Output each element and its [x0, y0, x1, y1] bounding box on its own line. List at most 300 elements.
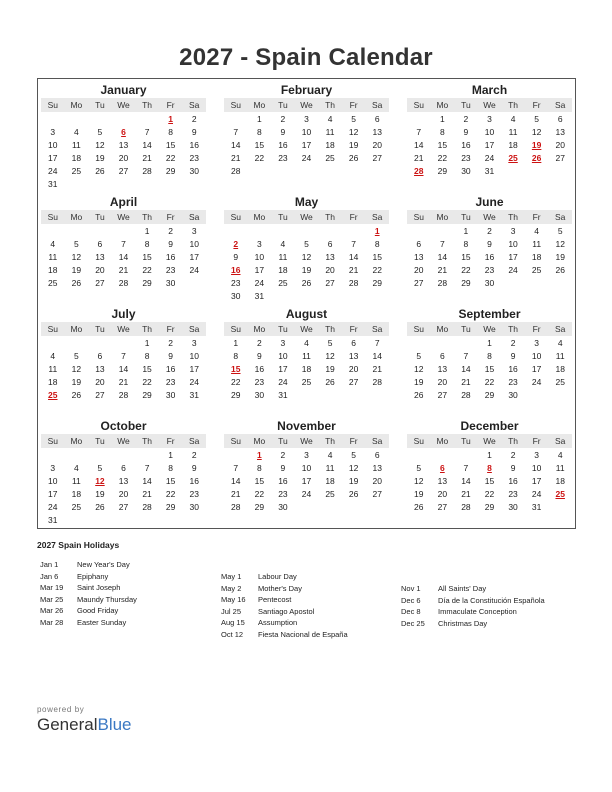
- weekday-label: Fr: [166, 436, 175, 446]
- generalblue-logo[interactable]: [37, 705, 132, 735]
- day-cell: 2: [168, 226, 173, 236]
- day-cell: 25: [325, 153, 335, 163]
- empty-cell: [88, 113, 112, 126]
- holiday-name: Maundy Thursday: [77, 594, 137, 604]
- day-cell: 19: [71, 377, 82, 387]
- weekday-header: [224, 434, 389, 448]
- day-cell: 24: [48, 166, 58, 176]
- weekday-label: Sa: [189, 212, 200, 222]
- day-cell: 13: [372, 127, 382, 137]
- day-cell: 8: [439, 127, 445, 137]
- holiday-name: New Year's Day: [77, 560, 130, 569]
- day-cell: 16: [165, 364, 176, 374]
- holiday-name: Fiesta Nacional de España: [258, 629, 348, 639]
- weekday-label: Mo: [253, 100, 266, 110]
- day-cell: 17: [531, 476, 542, 486]
- weekday-label: Tu: [278, 436, 288, 446]
- day-cell: 20: [372, 476, 382, 486]
- day-cell: 11: [48, 252, 58, 262]
- day-cell: 17: [189, 364, 199, 374]
- day-cell: 15: [437, 140, 448, 150]
- holiday-date: 1: [374, 226, 380, 236]
- day-cell: 15: [254, 140, 265, 150]
- weekday-label: Sa: [189, 436, 200, 446]
- day-cell: 9: [233, 252, 239, 262]
- day-cell: 12: [301, 252, 312, 262]
- holiday-row: [40, 594, 137, 606]
- day-cell: 23: [278, 489, 288, 499]
- day-cell: 7: [144, 463, 150, 473]
- day-cell: 18: [555, 364, 565, 374]
- empty-cell: [271, 225, 295, 238]
- day-cell: 24: [301, 489, 312, 499]
- day-cell: 10: [48, 140, 58, 150]
- holiday-row: [40, 559, 137, 571]
- day-cell: 3: [280, 338, 286, 348]
- day-cell: 12: [414, 364, 424, 374]
- weekday-label: Th: [325, 100, 336, 110]
- weekday-label: We: [300, 100, 313, 110]
- weekday-label: Sa: [189, 324, 200, 334]
- day-cell: 4: [280, 239, 286, 249]
- weekday-label: Th: [142, 324, 153, 334]
- weekday-label: Tu: [95, 212, 105, 222]
- month-grid: [41, 83, 572, 527]
- holiday-name: Labour Day: [258, 572, 297, 581]
- weekday-label: Su: [413, 436, 424, 446]
- day-cell: 4: [510, 114, 516, 124]
- day-cell: 30: [508, 390, 518, 400]
- day-cell: 29: [254, 502, 265, 512]
- day-cell: 31: [531, 502, 542, 512]
- weekday-label: Sa: [555, 436, 566, 446]
- day-cell: 3: [191, 338, 197, 348]
- month-name: July: [111, 307, 136, 321]
- day-cell: 26: [95, 502, 105, 512]
- holiday-date: 25: [555, 489, 565, 499]
- day-cell: 13: [555, 127, 565, 137]
- weekday-label: Tu: [461, 324, 471, 334]
- day-cell: 16: [165, 252, 176, 262]
- day-cell: 14: [142, 140, 152, 150]
- day-cell: 21: [231, 153, 241, 163]
- day-cell: 8: [168, 127, 173, 137]
- empty-cell: [112, 449, 136, 462]
- day-cell: 14: [348, 252, 359, 262]
- powered-by-text: powered by: [37, 705, 85, 714]
- day-cell: 26: [348, 489, 359, 499]
- day-cell: 16: [461, 140, 471, 150]
- day-cell: 25: [325, 489, 335, 499]
- holiday-date: 26: [531, 153, 542, 163]
- day-cell: 14: [372, 351, 382, 361]
- holiday-date-label: May 2: [221, 583, 242, 593]
- day-cell: 10: [189, 239, 199, 249]
- empty-cell: [88, 337, 112, 350]
- holiday-date-label: Jan 6: [40, 571, 59, 581]
- holiday-row: [401, 606, 545, 618]
- day-cell: 18: [278, 265, 288, 275]
- day-cell: 14: [142, 476, 152, 486]
- weekday-label: We: [117, 436, 130, 446]
- day-cell: 20: [95, 265, 105, 275]
- weekday-label: Mo: [70, 212, 83, 222]
- holiday-date: 28: [414, 166, 424, 176]
- weekday-label: Sa: [555, 212, 566, 222]
- holiday-date-label: Dec 25: [401, 618, 425, 628]
- day-cell: 5: [97, 127, 103, 137]
- day-cell: 5: [351, 114, 356, 124]
- weekday-label: We: [117, 324, 130, 334]
- day-cell: 10: [508, 239, 518, 249]
- weekday-header: [41, 98, 206, 112]
- day-cell: 24: [531, 489, 542, 499]
- day-cell: 22: [254, 489, 265, 499]
- day-cell: 21: [414, 153, 424, 163]
- day-cell: 27: [372, 153, 382, 163]
- empty-cell: [454, 337, 478, 350]
- day-cell: 11: [555, 351, 565, 361]
- holiday-name: Assumption: [258, 618, 298, 628]
- holiday-date-label: Jan 1: [40, 560, 59, 569]
- holiday-date-label: May 16: [221, 595, 246, 605]
- day-cell: 6: [121, 463, 126, 473]
- day-cell: 14: [461, 476, 471, 486]
- day-cell: 17: [278, 364, 288, 374]
- day-cell: 7: [144, 127, 150, 137]
- day-cell: 27: [372, 489, 382, 499]
- day-cell: 9: [510, 463, 516, 473]
- day-cell: 9: [256, 351, 262, 361]
- day-cell: 16: [254, 364, 265, 374]
- day-cell: 20: [372, 140, 382, 150]
- day-cell: 5: [327, 338, 333, 348]
- day-cell: 7: [121, 239, 126, 249]
- holiday-row: [40, 571, 137, 583]
- holiday-name: Saint Joseph: [77, 583, 121, 593]
- day-cell: 24: [254, 278, 265, 288]
- day-cell: 3: [50, 463, 56, 473]
- day-cell: 10: [531, 351, 542, 361]
- day-cell: 27: [437, 502, 448, 512]
- day-cell: 1: [439, 114, 445, 124]
- weekday-label: Tu: [95, 324, 105, 334]
- day-cell: 4: [73, 463, 79, 473]
- day-cell: 21: [372, 364, 382, 374]
- day-cell: 6: [374, 114, 380, 124]
- day-cell: 16: [508, 364, 518, 374]
- empty-cell: [65, 225, 89, 238]
- weekday-label: We: [117, 212, 130, 222]
- day-cell: 1: [168, 450, 173, 460]
- day-cell: 2: [280, 114, 286, 124]
- day-cell: 16: [484, 252, 495, 262]
- day-cell: 4: [50, 239, 56, 249]
- day-cell: 14: [118, 252, 129, 262]
- month-january: [41, 83, 206, 191]
- day-grid: [41, 337, 206, 402]
- day-cell: 22: [254, 153, 265, 163]
- day-cell: 26: [414, 390, 424, 400]
- holiday-name: Good Friday: [77, 606, 119, 616]
- weekday-label: We: [300, 212, 313, 222]
- day-cell: 8: [463, 239, 469, 249]
- empty-cell: [224, 113, 248, 126]
- day-cell: 11: [508, 127, 518, 137]
- day-cell: 3: [50, 127, 56, 137]
- day-cell: 22: [165, 153, 176, 163]
- day-cell: 9: [463, 127, 469, 137]
- day-grid: [41, 225, 206, 290]
- day-cell: 6: [416, 239, 422, 249]
- day-grid: [407, 449, 572, 514]
- holiday-date: 2: [233, 239, 239, 249]
- holiday-row: [221, 606, 348, 618]
- day-cell: 11: [71, 476, 81, 486]
- day-cell: 6: [374, 450, 380, 460]
- day-cell: 29: [484, 390, 495, 400]
- day-cell: 26: [301, 278, 312, 288]
- day-cell: 21: [142, 153, 152, 163]
- day-cell: 22: [437, 153, 448, 163]
- weekday-label: Th: [508, 324, 519, 334]
- brand-name: [37, 715, 132, 735]
- calendar-frame: [37, 78, 576, 529]
- day-cell: 4: [327, 114, 333, 124]
- day-cell: 27: [95, 390, 105, 400]
- day-cell: 23: [461, 153, 471, 163]
- day-cell: 7: [439, 239, 445, 249]
- weekday-header: [407, 98, 572, 112]
- day-cell: 29: [372, 278, 382, 288]
- weekday-header: [224, 210, 389, 224]
- day-cell: 9: [168, 239, 173, 249]
- empty-cell: [407, 337, 431, 350]
- day-cell: 2: [191, 114, 197, 124]
- day-cell: 22: [165, 489, 176, 499]
- weekday-label: We: [300, 436, 313, 446]
- month-name: March: [471, 83, 508, 97]
- month-october: [41, 419, 206, 527]
- day-cell: 8: [487, 351, 492, 361]
- weekday-label: Tu: [278, 324, 288, 334]
- day-cell: 23: [484, 265, 495, 275]
- day-cell: 20: [118, 153, 129, 163]
- day-cell: 18: [531, 252, 542, 262]
- empty-cell: [318, 225, 342, 238]
- day-cell: 23: [508, 377, 518, 387]
- weekday-label: Tu: [461, 212, 471, 222]
- day-cell: 11: [532, 239, 542, 249]
- day-cell: 28: [372, 377, 382, 387]
- day-cell: 10: [301, 127, 312, 137]
- weekday-label: Sa: [189, 100, 200, 110]
- day-cell: 22: [142, 377, 152, 387]
- day-cell: 7: [351, 239, 356, 249]
- weekday-label: Fr: [532, 212, 541, 222]
- day-cell: 7: [121, 351, 126, 361]
- day-cell: 27: [325, 278, 335, 288]
- day-cell: 28: [142, 166, 152, 176]
- holiday-name: Día de la Constitución Española: [438, 595, 545, 605]
- day-cell: 29: [165, 502, 176, 512]
- holiday-row: [221, 617, 348, 629]
- day-cell: 17: [48, 489, 58, 499]
- day-cell: 4: [73, 127, 79, 137]
- day-cell: 5: [97, 463, 103, 473]
- month-august: [224, 307, 389, 415]
- day-cell: 25: [531, 265, 542, 275]
- day-cell: 13: [348, 351, 359, 361]
- month-name: June: [475, 195, 504, 209]
- day-grid: [41, 113, 206, 191]
- weekday-label: Th: [325, 436, 336, 446]
- weekday-header: [407, 322, 572, 336]
- day-cell: 26: [95, 166, 105, 176]
- day-cell: 11: [302, 351, 311, 361]
- empty-cell: [88, 449, 112, 462]
- day-cell: 10: [484, 127, 495, 137]
- day-grid: [224, 337, 389, 402]
- day-cell: 25: [555, 377, 565, 387]
- holiday-date: 12: [95, 476, 105, 486]
- day-cell: 3: [534, 450, 539, 460]
- holiday-row: [401, 595, 545, 607]
- day-cell: 26: [71, 390, 82, 400]
- day-cell: 12: [531, 127, 542, 137]
- holiday-row: [401, 618, 545, 630]
- day-cell: 8: [168, 463, 173, 473]
- holiday-date: 1: [256, 450, 262, 460]
- day-cell: 24: [189, 377, 199, 387]
- day-cell: 2: [191, 450, 197, 460]
- day-cell: 9: [280, 127, 286, 137]
- day-cell: 30: [508, 502, 518, 512]
- day-cell: 4: [50, 351, 56, 361]
- day-cell: 19: [414, 377, 424, 387]
- day-cell: 3: [304, 450, 309, 460]
- day-grid: [224, 225, 389, 303]
- day-cell: 29: [461, 278, 471, 288]
- holiday-row: [401, 583, 545, 595]
- empty-cell: [65, 337, 89, 350]
- day-cell: 31: [189, 390, 199, 400]
- day-cell: 12: [555, 239, 565, 249]
- weekday-label: Mo: [253, 324, 266, 334]
- day-cell: 12: [71, 364, 82, 374]
- day-cell: 7: [416, 127, 422, 137]
- holiday-row: [221, 594, 348, 606]
- day-cell: 8: [144, 351, 150, 361]
- holiday-row: [221, 629, 348, 641]
- weekday-label: Su: [47, 436, 58, 446]
- empty-cell: [407, 225, 431, 238]
- day-cell: 28: [231, 166, 241, 176]
- day-grid: [407, 225, 572, 290]
- day-cell: 12: [325, 351, 335, 361]
- day-cell: 12: [71, 252, 82, 262]
- holiday-date: 19: [531, 140, 542, 150]
- page-title: 2027 - Spain Calendar: [179, 44, 433, 71]
- day-cell: 30: [165, 278, 176, 288]
- day-cell: 19: [348, 140, 359, 150]
- day-cell: 1: [487, 338, 492, 348]
- day-cell: 31: [48, 515, 58, 525]
- day-cell: 29: [142, 278, 152, 288]
- day-cell: 1: [144, 338, 150, 348]
- day-cell: 15: [142, 364, 152, 374]
- day-cell: 29: [142, 390, 152, 400]
- day-cell: 19: [325, 364, 335, 374]
- holiday-date: 8: [487, 463, 492, 473]
- day-cell: 20: [95, 377, 105, 387]
- empty-cell: [135, 449, 159, 462]
- weekday-label: We: [483, 100, 496, 110]
- day-cell: 30: [254, 390, 265, 400]
- empty-cell: [65, 449, 89, 462]
- month-april: [41, 195, 206, 303]
- day-cell: 18: [71, 489, 82, 499]
- day-cell: 11: [278, 252, 288, 262]
- holiday-date-label: Jul 25: [221, 606, 242, 616]
- day-cell: 30: [278, 502, 288, 512]
- weekday-label: Tu: [95, 436, 105, 446]
- day-cell: 17: [48, 153, 58, 163]
- holiday-date: 6: [439, 463, 445, 473]
- day-cell: 24: [189, 265, 199, 275]
- empty-cell: [431, 225, 455, 238]
- day-cell: 5: [416, 351, 422, 361]
- weekday-label: Mo: [70, 436, 83, 446]
- weekday-label: Th: [508, 436, 519, 446]
- day-cell: 18: [555, 476, 565, 486]
- day-cell: 24: [301, 153, 312, 163]
- day-cell: 12: [414, 476, 424, 486]
- day-cell: 1: [487, 450, 492, 460]
- day-cell: 15: [484, 364, 495, 374]
- weekday-label: Th: [142, 436, 153, 446]
- day-cell: 25: [278, 278, 288, 288]
- day-cell: 2: [256, 338, 262, 348]
- empty-cell: [248, 225, 272, 238]
- weekday-label: Fr: [532, 436, 541, 446]
- day-cell: 13: [118, 476, 129, 486]
- weekday-label: Fr: [349, 324, 358, 334]
- day-cell: 27: [348, 377, 359, 387]
- empty-cell: [224, 449, 248, 462]
- weekday-label: Mo: [436, 100, 449, 110]
- day-cell: 23: [231, 278, 241, 288]
- empty-cell: [431, 449, 455, 462]
- weekday-label: Mo: [436, 436, 449, 446]
- day-cell: 24: [484, 153, 495, 163]
- weekday-label: Fr: [166, 324, 175, 334]
- empty-cell: [65, 113, 89, 126]
- day-cell: 21: [231, 489, 241, 499]
- day-cell: 15: [142, 252, 152, 262]
- holiday-date: 1: [168, 114, 173, 124]
- day-cell: 14: [231, 140, 241, 150]
- holiday-date-label: Mar 25: [40, 594, 64, 604]
- day-cell: 22: [142, 265, 152, 275]
- weekday-label: Su: [47, 324, 58, 334]
- day-cell: 27: [95, 278, 105, 288]
- day-grid: [41, 449, 206, 527]
- day-cell: 18: [325, 140, 335, 150]
- holiday-row: [40, 605, 137, 617]
- day-cell: 19: [95, 489, 105, 499]
- day-cell: 4: [304, 338, 309, 348]
